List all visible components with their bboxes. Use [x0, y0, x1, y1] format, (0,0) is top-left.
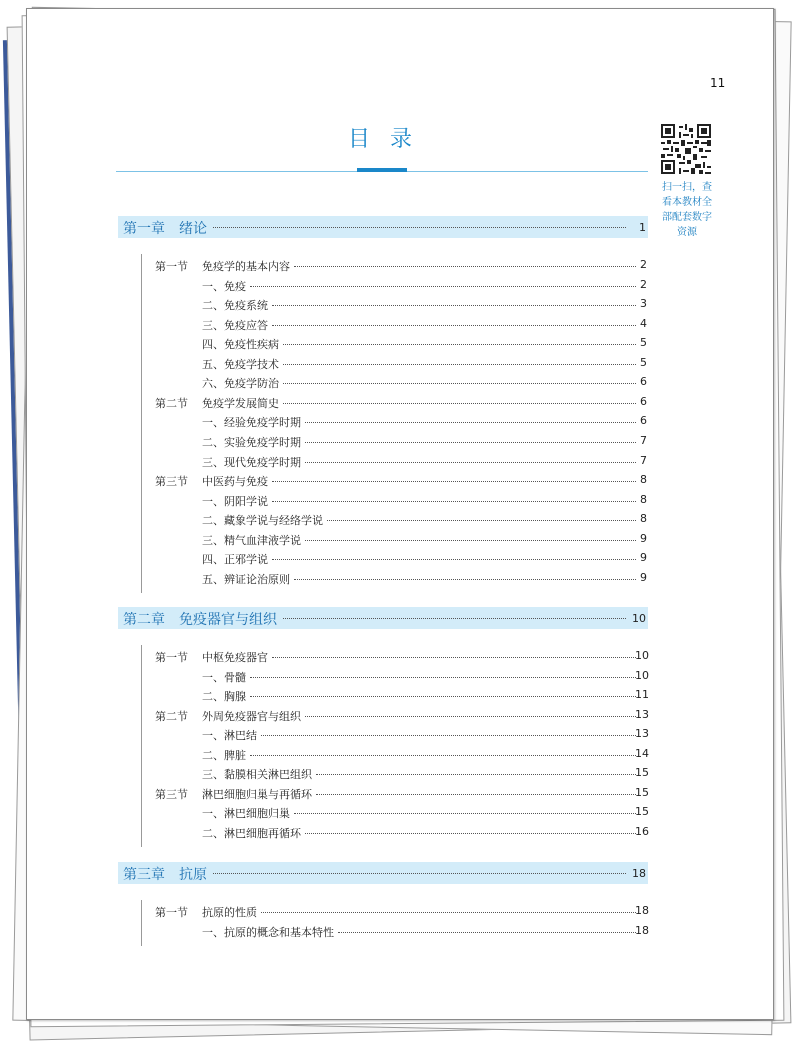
entry-page-number: 13: [635, 727, 649, 740]
toc-subsection-entry[interactable]: [0, 336, 660, 352]
dot-leader: [250, 677, 636, 678]
entry-title: 二、胸腺: [202, 688, 250, 704]
dot-leader: [305, 462, 636, 463]
page-number: 11: [710, 76, 726, 90]
dot-leader: [327, 520, 636, 521]
dot-leader: [250, 286, 636, 287]
entry-page-number: 2: [640, 278, 647, 291]
entry-page-number: 13: [635, 708, 649, 721]
toc-section-entry[interactable]: [0, 786, 660, 802]
entry-title: 二、实验免疫学时期: [202, 434, 305, 450]
toc-subsection-entry[interactable]: [0, 924, 660, 940]
dot-leader: [305, 540, 636, 541]
entry-title: 四、正邪学说: [202, 551, 272, 567]
chapter-page-number: 10: [632, 612, 646, 625]
dot-leader: [272, 325, 636, 326]
entry-title: 一、阴阳学说: [202, 493, 272, 509]
dot-leader: [283, 344, 636, 345]
entry-title: 二、脾脏: [202, 747, 250, 763]
entry-page-number: 3: [640, 297, 647, 310]
entry-page-number: 9: [640, 571, 647, 584]
entry-page-number: 2: [640, 258, 647, 271]
entry-page-number: 14: [635, 747, 649, 760]
entry-title: 三、免疫应答: [202, 317, 272, 333]
entry-page-number: 4: [640, 317, 647, 330]
entry-page-number: 6: [640, 375, 647, 388]
entry-title: 三、精气血津液学说: [202, 532, 305, 548]
entry-page-number: 10: [635, 669, 649, 682]
dot-leader: [250, 755, 636, 756]
entry-page-number: 5: [640, 336, 647, 349]
entry-title: 一、骨髓: [202, 669, 250, 685]
toc-subsection-entry[interactable]: [0, 571, 660, 587]
dot-leader: [294, 579, 636, 580]
dot-leader: [338, 932, 636, 933]
dot-leader: [305, 833, 636, 834]
entry-title: 免疫学的基本内容: [202, 258, 294, 274]
section-number: 第一节: [155, 906, 188, 919]
qr-code-icon[interactable]: [661, 124, 711, 174]
dot-leader: [272, 481, 636, 482]
entry-title: 二、淋巴细胞再循环: [202, 825, 305, 841]
entry-page-number: 8: [640, 473, 647, 486]
toc-section-entry[interactable]: [0, 473, 660, 489]
section-number: 第三节: [155, 788, 188, 801]
chapter-page-number: 1: [639, 221, 646, 234]
entry-page-number: 18: [635, 924, 649, 937]
title-accent-bar: [357, 168, 407, 172]
toc-subsection-entry[interactable]: [0, 317, 660, 333]
dot-leader: [261, 912, 636, 913]
dot-leader: [250, 696, 636, 697]
toc-subsection-entry[interactable]: [0, 356, 660, 372]
dot-leader: [316, 794, 636, 795]
qr-caption-line: 看本教材全: [662, 197, 712, 208]
entry-title: 二、免疫系统: [202, 297, 272, 313]
entry-page-number: 11: [635, 688, 649, 701]
dot-leader: [213, 227, 626, 228]
toc-subsection-entry[interactable]: [0, 532, 660, 548]
toc-subsection-entry[interactable]: [0, 454, 660, 470]
chapter-heading[interactable]: [118, 607, 648, 629]
entry-title: 二、藏象学说与经络学说: [202, 512, 327, 528]
entry-page-number: 9: [640, 551, 647, 564]
toc-subsection-entry[interactable]: [0, 414, 660, 430]
dot-leader: [283, 618, 626, 619]
entry-page-number: 16: [635, 825, 649, 838]
entry-title: 外周免疫器官与组织: [202, 708, 305, 724]
entry-title: 一、抗原的概念和基本特性: [202, 924, 338, 940]
dot-leader: [272, 657, 636, 658]
toc-subsection-entry[interactable]: [0, 825, 660, 841]
entry-page-number: 7: [640, 434, 647, 447]
entry-title: 淋巴细胞归巢与再循环: [202, 786, 316, 802]
entry-title: 中医药与免疫: [202, 473, 272, 489]
entry-page-number: 9: [640, 532, 647, 545]
toc-subsection-entry[interactable]: [0, 512, 660, 528]
dot-leader: [283, 364, 636, 365]
entry-page-number: 15: [635, 766, 649, 779]
dot-leader: [261, 735, 636, 736]
chapter-title: 第三章 抗原: [123, 867, 207, 883]
page-title: 目录: [347, 127, 432, 152]
entry-page-number: 6: [640, 414, 647, 427]
chapter-title: 第一章 绪论: [123, 221, 207, 237]
entry-title: 一、淋巴结: [202, 727, 261, 743]
entry-page-number: 5: [640, 356, 647, 369]
entry-page-number: 6: [640, 395, 647, 408]
entry-title: 免疫学发展简史: [202, 395, 283, 411]
section-number: 第二节: [155, 710, 188, 723]
entry-page-number: 10: [635, 649, 649, 662]
entry-page-number: 15: [635, 805, 649, 818]
toc-subsection-entry[interactable]: [0, 727, 660, 743]
section-number: 第一节: [155, 651, 188, 664]
entry-page-number: 8: [640, 493, 647, 506]
entry-title: 抗原的性质: [202, 904, 261, 920]
section-number: 第二节: [155, 397, 188, 410]
chapter-title: 第二章 免疫器官与组织: [123, 612, 277, 628]
dot-leader: [213, 873, 626, 874]
dot-leader: [294, 813, 636, 814]
section-number: 第三节: [155, 475, 188, 488]
toc-subsection-entry[interactable]: [0, 297, 660, 313]
entry-page-number: 15: [635, 786, 649, 799]
qr-caption-line: 部配套数字: [662, 212, 712, 223]
toc-section-entry[interactable]: [0, 258, 660, 274]
toc-subsection-entry[interactable]: [0, 375, 660, 391]
entry-title: 五、辨证论治原则: [202, 571, 294, 587]
toc-subsection-entry[interactable]: [0, 669, 660, 685]
toc-section-entry[interactable]: [0, 395, 660, 411]
entry-title: 一、经验免疫学时期: [202, 414, 305, 430]
toc-subsection-entry[interactable]: [0, 766, 660, 782]
qr-caption-line: 扫一扫，查: [662, 182, 712, 193]
toc-subsection-entry[interactable]: [0, 493, 660, 509]
toc-subsection-entry[interactable]: [0, 551, 660, 567]
toc-subsection-entry[interactable]: [0, 434, 660, 450]
entry-page-number: 7: [640, 454, 647, 467]
entry-title: 一、淋巴细胞归巢: [202, 805, 294, 821]
dot-leader: [305, 442, 636, 443]
dot-leader: [272, 305, 636, 306]
entry-page-number: 8: [640, 512, 647, 525]
entry-title: 中枢免疫器官: [202, 649, 272, 665]
dot-leader: [283, 383, 636, 384]
dot-leader: [305, 716, 636, 717]
toc-subsection-entry[interactable]: [0, 805, 660, 821]
entry-title: 一、免疫: [202, 278, 250, 294]
chapter-page-number: 18: [632, 867, 646, 880]
dot-leader: [272, 501, 636, 502]
dot-leader: [316, 774, 636, 775]
dot-leader: [294, 266, 636, 267]
toc-section-entry[interactable]: [0, 708, 660, 724]
entry-title: 五、免疫学技术: [202, 356, 283, 372]
entry-title: 三、现代免疫学时期: [202, 454, 305, 470]
entry-title: 六、免疫学防治: [202, 375, 283, 391]
dot-leader: [272, 559, 636, 560]
toc-subsection-entry[interactable]: [0, 278, 660, 294]
entry-page-number: 18: [635, 904, 649, 917]
toc-subsection-entry[interactable]: [0, 747, 660, 763]
qr-caption-line: 资源: [677, 227, 697, 238]
entry-title: 四、免疫性疾病: [202, 336, 283, 352]
dot-leader: [305, 422, 636, 423]
toc-section-entry[interactable]: [0, 904, 660, 920]
toc-section-entry[interactable]: [0, 649, 660, 665]
toc-subsection-entry[interactable]: [0, 688, 660, 704]
section-number: 第一节: [155, 260, 188, 273]
qr-caption: [650, 180, 724, 240]
dot-leader: [283, 403, 636, 404]
entry-title: 三、黏膜相关淋巴组织: [202, 766, 316, 782]
chapter-heading[interactable]: [118, 216, 648, 238]
chapter-heading[interactable]: [118, 862, 648, 884]
